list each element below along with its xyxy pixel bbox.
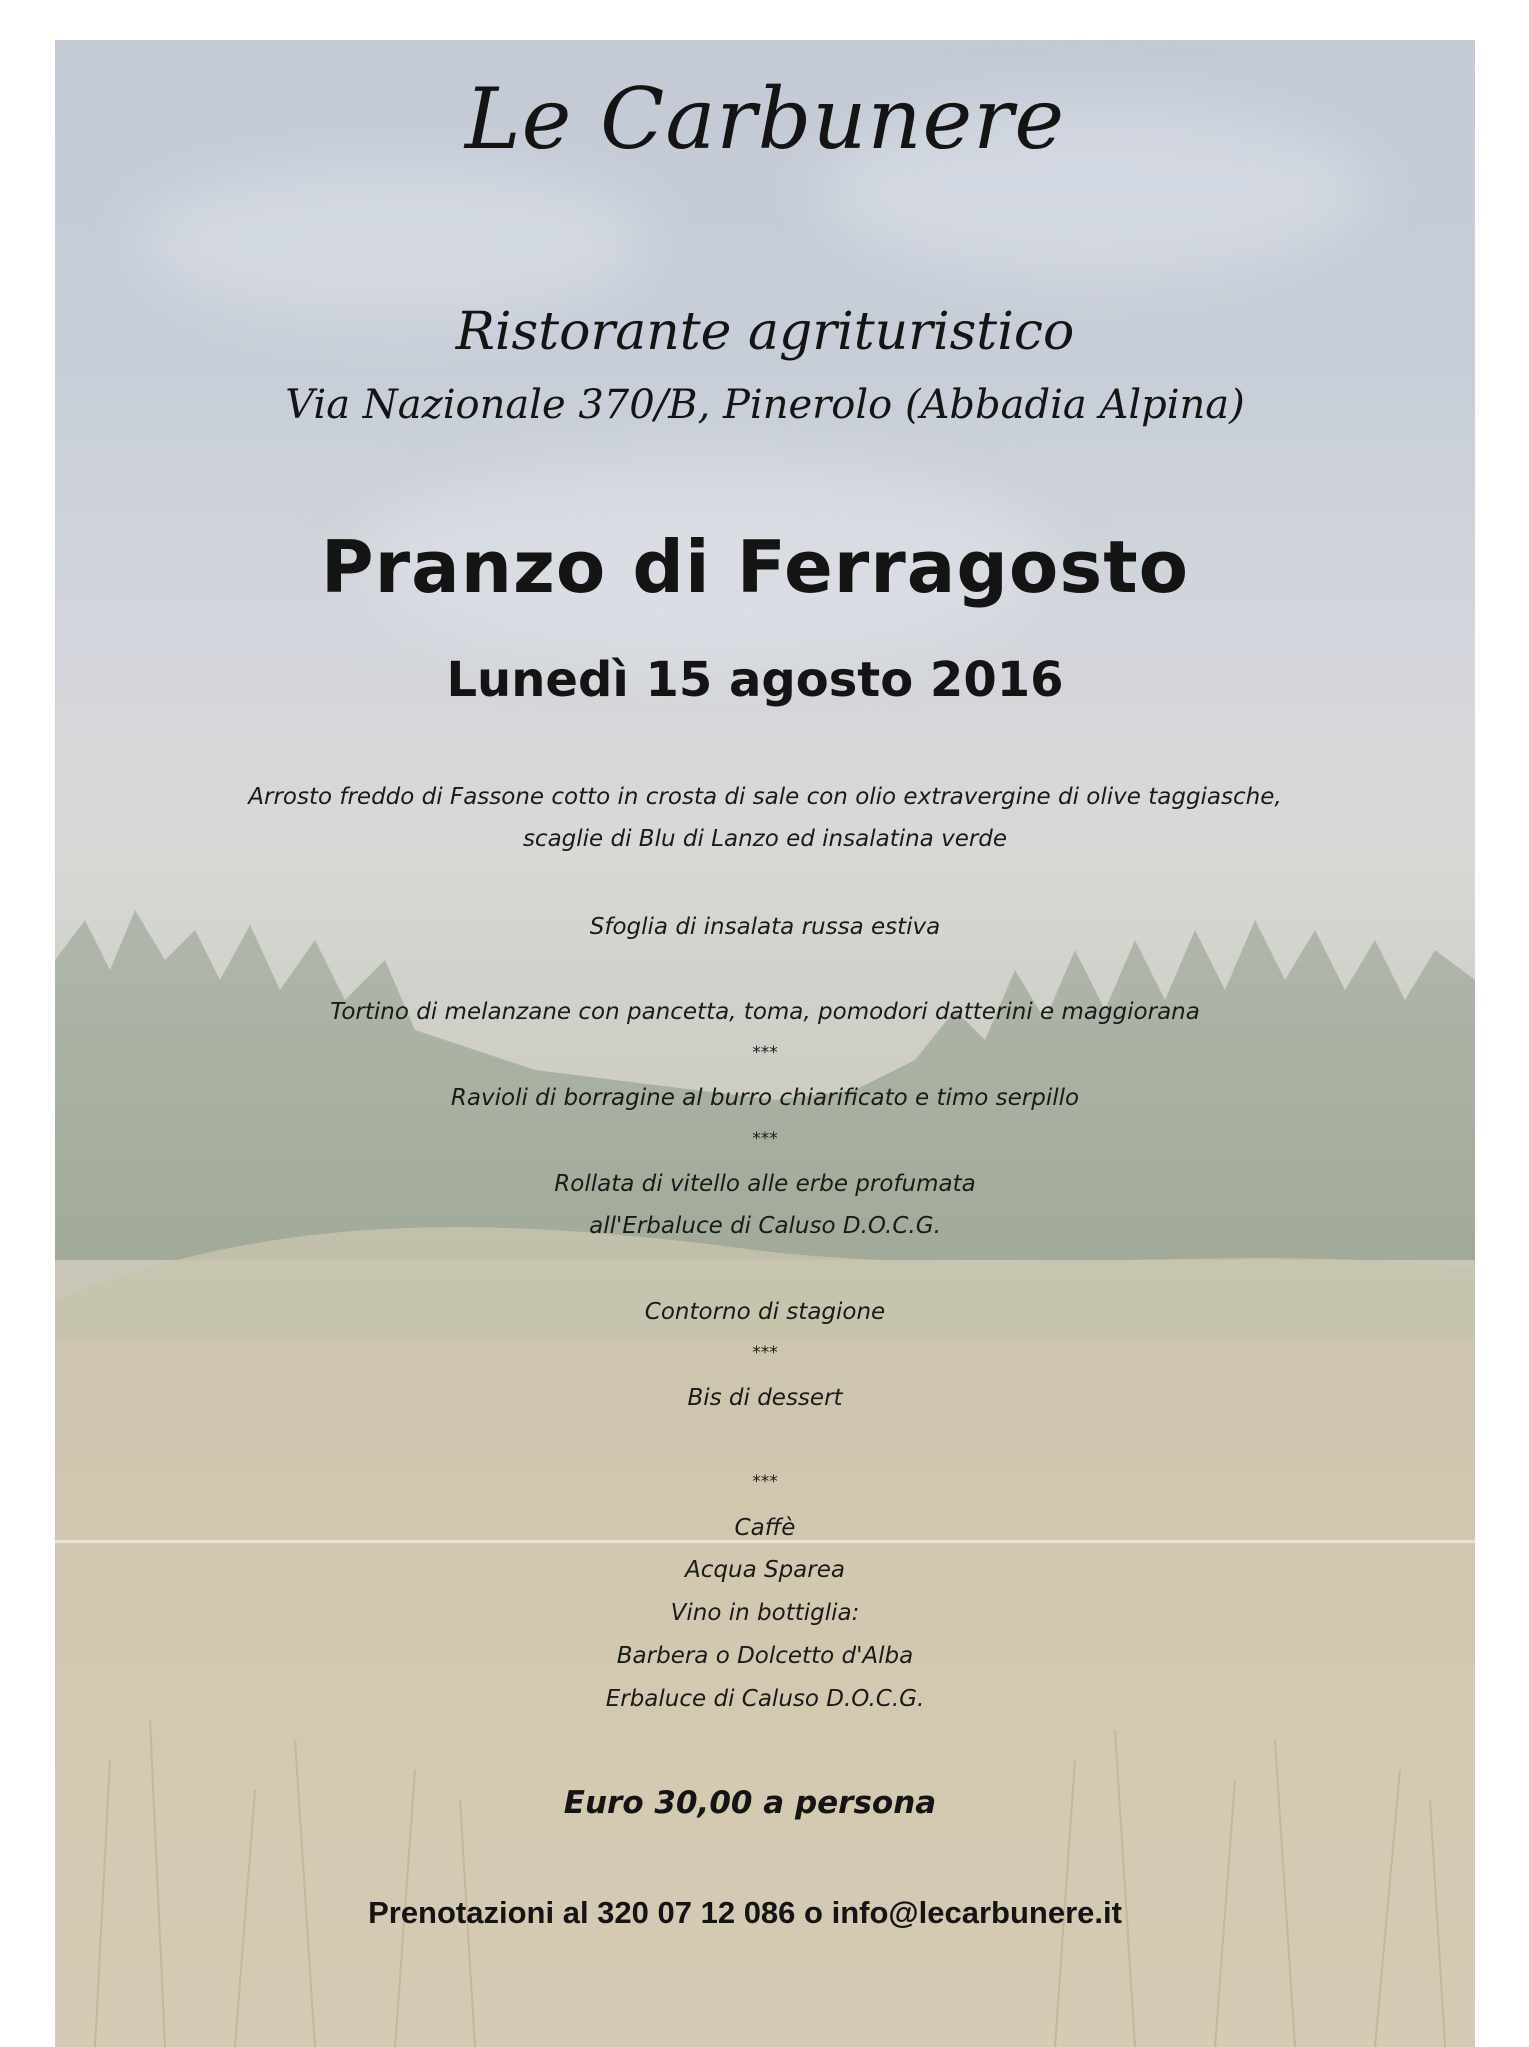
event-title: Pranzo di Ferragosto <box>320 525 1190 609</box>
menu-line: Acqua Sparea <box>685 1557 845 1583</box>
menu-line: scaglie di Blu di Lanzo ed insalatina verde <box>522 826 1008 852</box>
event-date: Lunedì 15 agosto 2016 <box>446 652 1064 708</box>
menu-separator: *** <box>752 1472 778 1492</box>
menu-line: Vino in bottiglia: <box>670 1600 860 1626</box>
restaurant-name: Le Carbunere <box>464 70 1066 168</box>
contact-info: Prenotazioni al 320 07 12 086 o info@lecarbunere.it <box>368 1895 1122 1930</box>
menu-separator: *** <box>752 1129 778 1149</box>
price: Euro 30,00 a persona <box>563 1785 937 1821</box>
menu-line: Arrosto freddo di Fassone cotto in crosta di sale con olio extravergine di olive taggiasche, <box>248 784 1282 810</box>
address: Via Nazionale 370/B, Pinerolo (Abbadia Alpina) <box>285 382 1245 428</box>
menu-line: Caffè <box>734 1515 796 1541</box>
menu-separator: *** <box>752 1343 778 1363</box>
menu-line: Erbaluce di Caluso D.O.C.G. <box>605 1686 925 1712</box>
poster-text <box>55 40 1475 2047</box>
menu-line: Tortino di melanzane con pancetta, toma, pomodori datterini e maggiorana <box>330 999 1200 1025</box>
menu-line: all'Erbaluce di Caluso D.O.C.G. <box>589 1213 941 1239</box>
menu-line: Bis di dessert <box>687 1385 843 1411</box>
menu-line: Rollata di vitello alle erbe profumata <box>554 1171 976 1197</box>
menu-line: Ravioli di borragine al burro chiarificato e timo serpillo <box>450 1085 1080 1111</box>
menu-line: Sfoglia di insalata russa estiva <box>589 914 941 940</box>
menu-line: Contorno di stagione <box>644 1299 886 1325</box>
menu-line: Barbera o Dolcetto d'Alba <box>616 1643 914 1669</box>
menu-separator: *** <box>752 1043 778 1063</box>
restaurant-type: Ristorante agrituristico <box>455 302 1075 362</box>
